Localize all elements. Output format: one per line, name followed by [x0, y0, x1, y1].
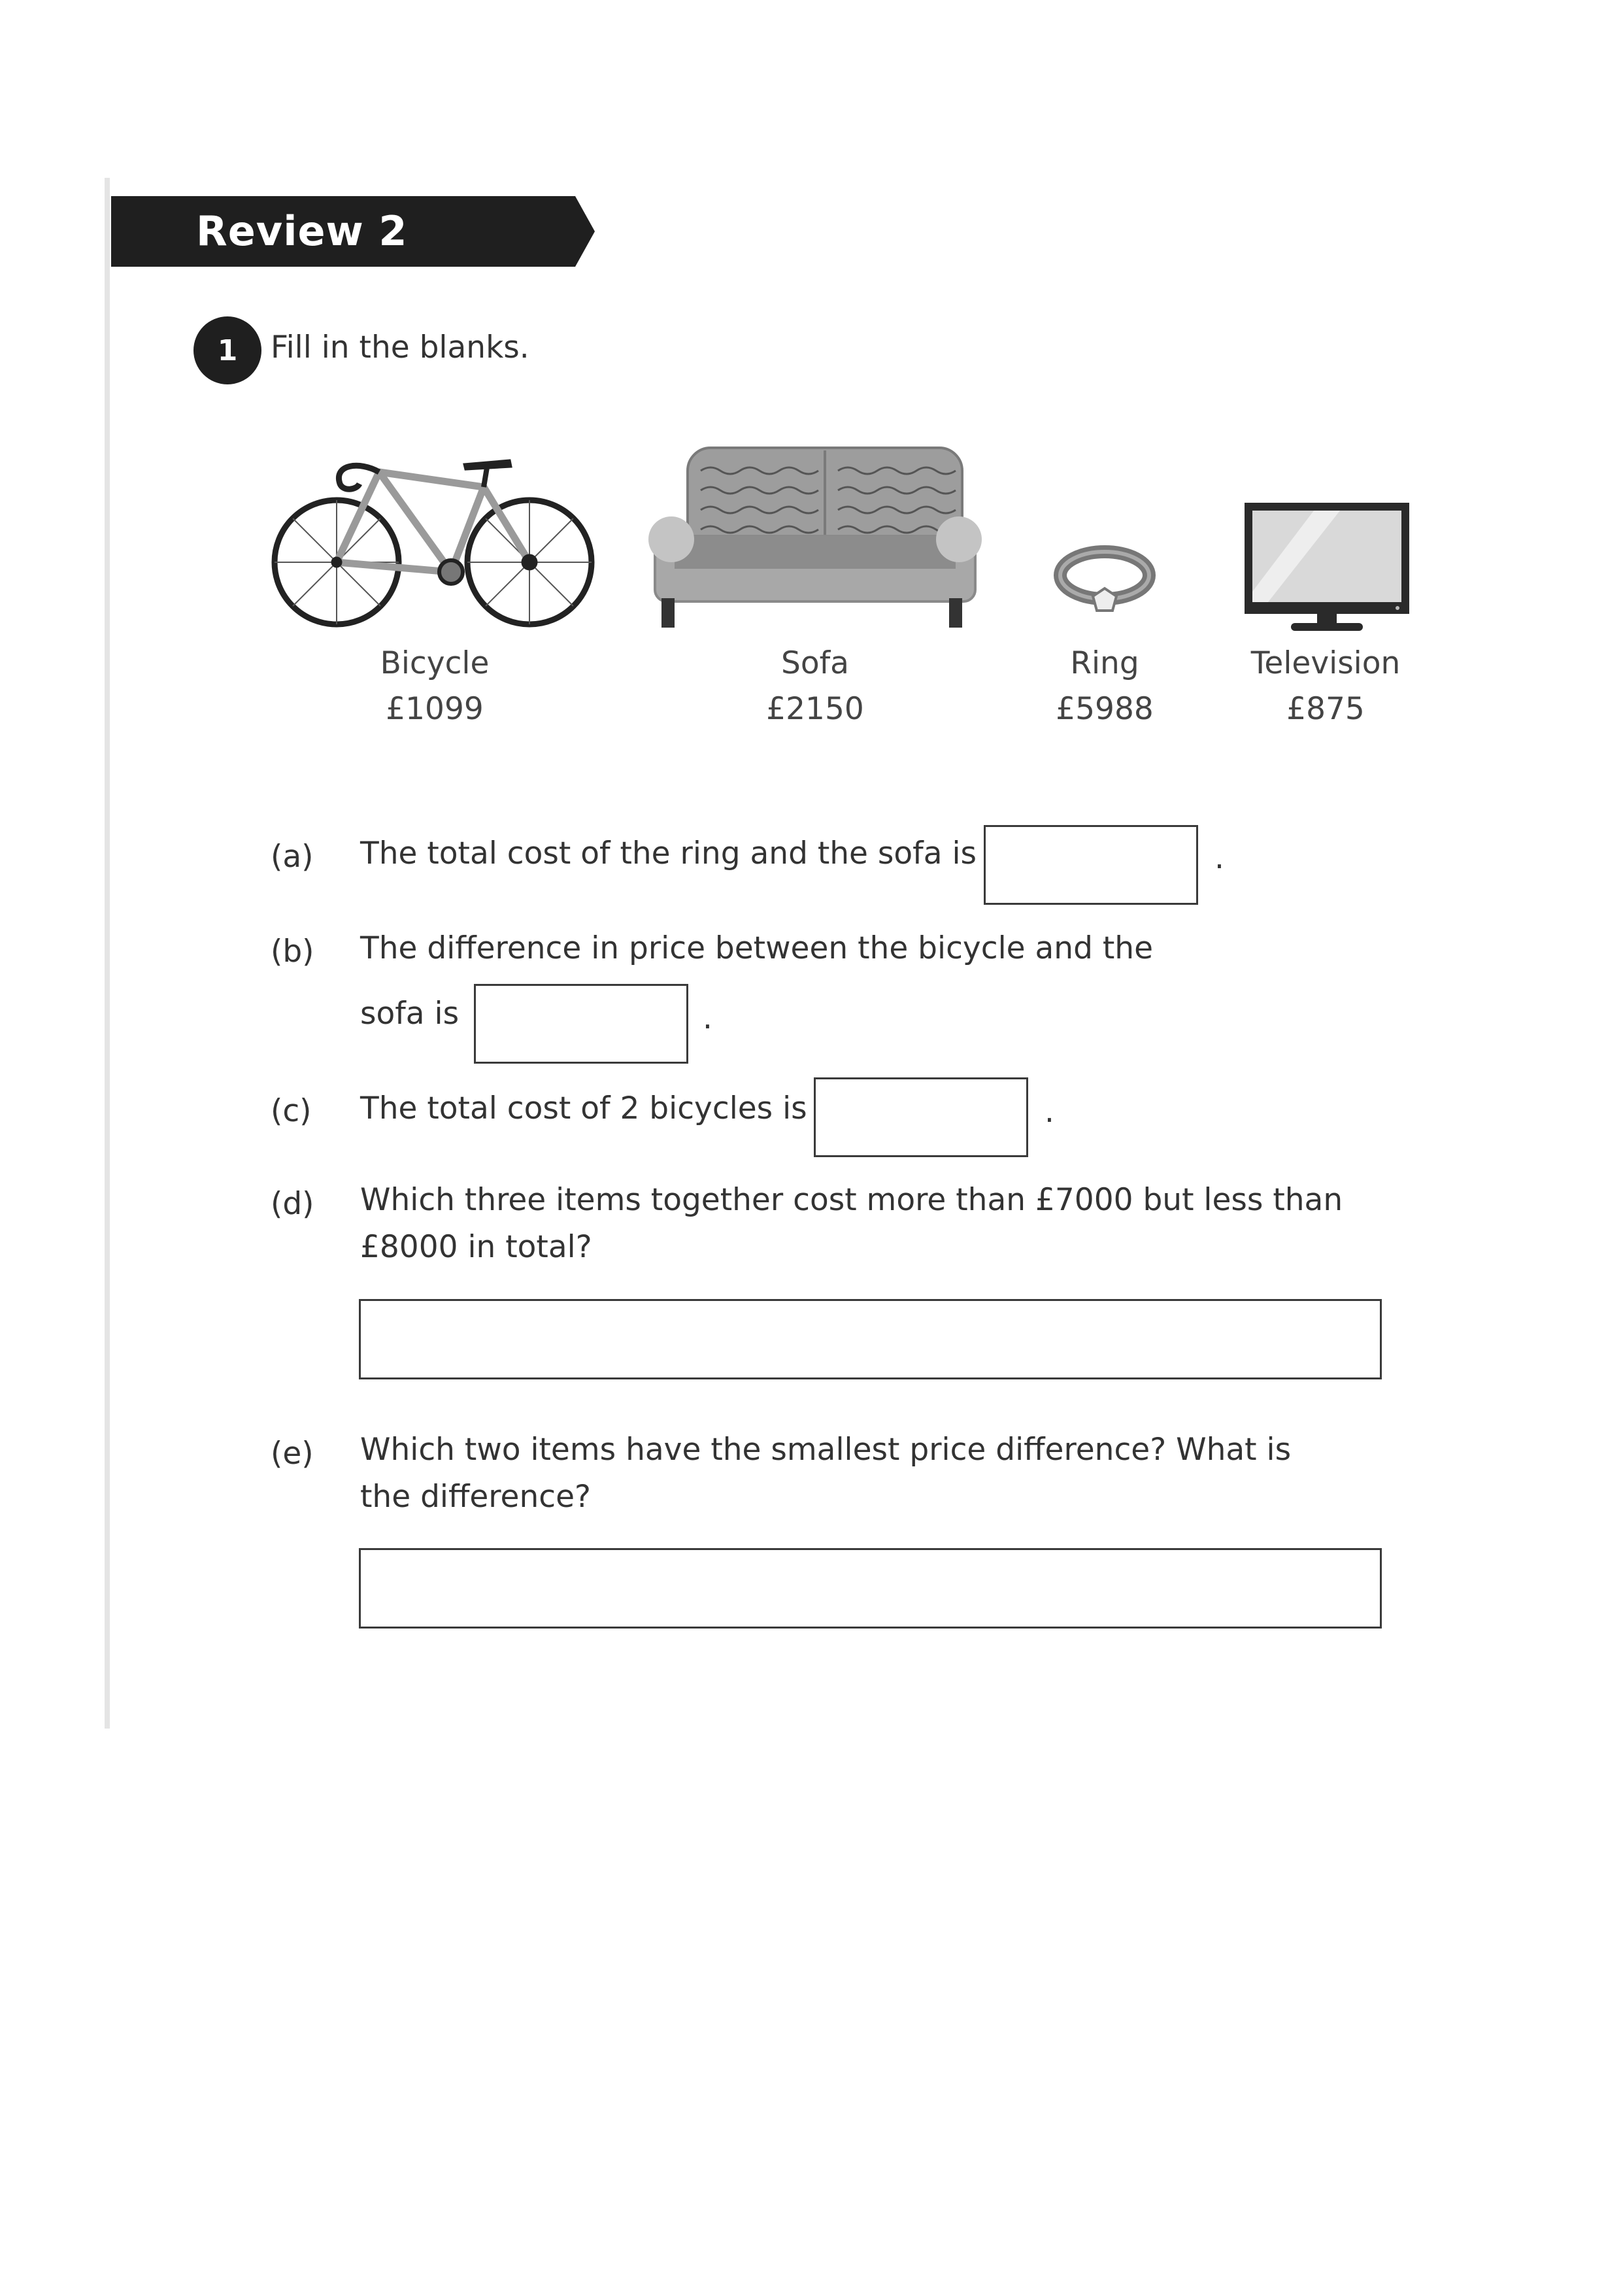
part-b-period: .	[703, 1000, 712, 1036]
answer-box-e[interactable]	[359, 1548, 1382, 1629]
part-b-line2: sofa is	[360, 996, 460, 1032]
item-name-sofa: Sofa	[781, 645, 849, 681]
sofa-image	[648, 441, 982, 637]
part-a-label: (a)	[271, 839, 314, 875]
question-number-badge: 1	[193, 316, 261, 384]
question-prompt: Fill in the blanks.	[271, 329, 529, 365]
part-b-line1: The difference in price between the bicycle and the	[360, 930, 1153, 966]
part-d-line1: Which three items together cost more than £7000 but less than	[360, 1182, 1343, 1218]
part-a-text: The total cost of the ring and the sofa is	[360, 836, 977, 871]
part-e-label: (e)	[271, 1436, 314, 1472]
part-d-label: (d)	[271, 1186, 314, 1222]
bicycle-image	[268, 438, 601, 634]
item-name-ring: Ring	[1070, 645, 1139, 681]
page-margin-rule	[105, 178, 110, 1729]
item-name-bicycle: Bicycle	[380, 645, 490, 681]
ring-image	[1052, 543, 1157, 615]
part-c-label: (c)	[271, 1093, 312, 1129]
answer-box-c[interactable]	[814, 1077, 1028, 1157]
part-c-text: The total cost of 2 bicycles is	[360, 1090, 807, 1126]
item-price-ring: £5988	[1056, 691, 1154, 727]
item-name-television: Television	[1250, 645, 1401, 681]
item-price-television: £875	[1286, 691, 1365, 727]
answer-box-b[interactable]	[474, 984, 688, 1064]
part-e-line2: the difference?	[360, 1479, 591, 1515]
answer-box-a[interactable]	[984, 825, 1198, 905]
part-b-label: (b)	[271, 934, 314, 970]
part-d-line2: £8000 in total?	[360, 1229, 592, 1265]
section-banner	[111, 196, 595, 267]
part-e-line1: Which two items have the smallest price difference? What is	[360, 1432, 1292, 1468]
answer-box-d[interactable]	[359, 1299, 1382, 1379]
television-image	[1242, 500, 1412, 634]
item-price-sofa: £2150	[766, 691, 864, 727]
section-title: Review 2	[196, 207, 408, 255]
part-a-period: .	[1214, 840, 1224, 876]
part-c-period: .	[1045, 1094, 1054, 1130]
item-price-bicycle: £1099	[386, 691, 484, 727]
